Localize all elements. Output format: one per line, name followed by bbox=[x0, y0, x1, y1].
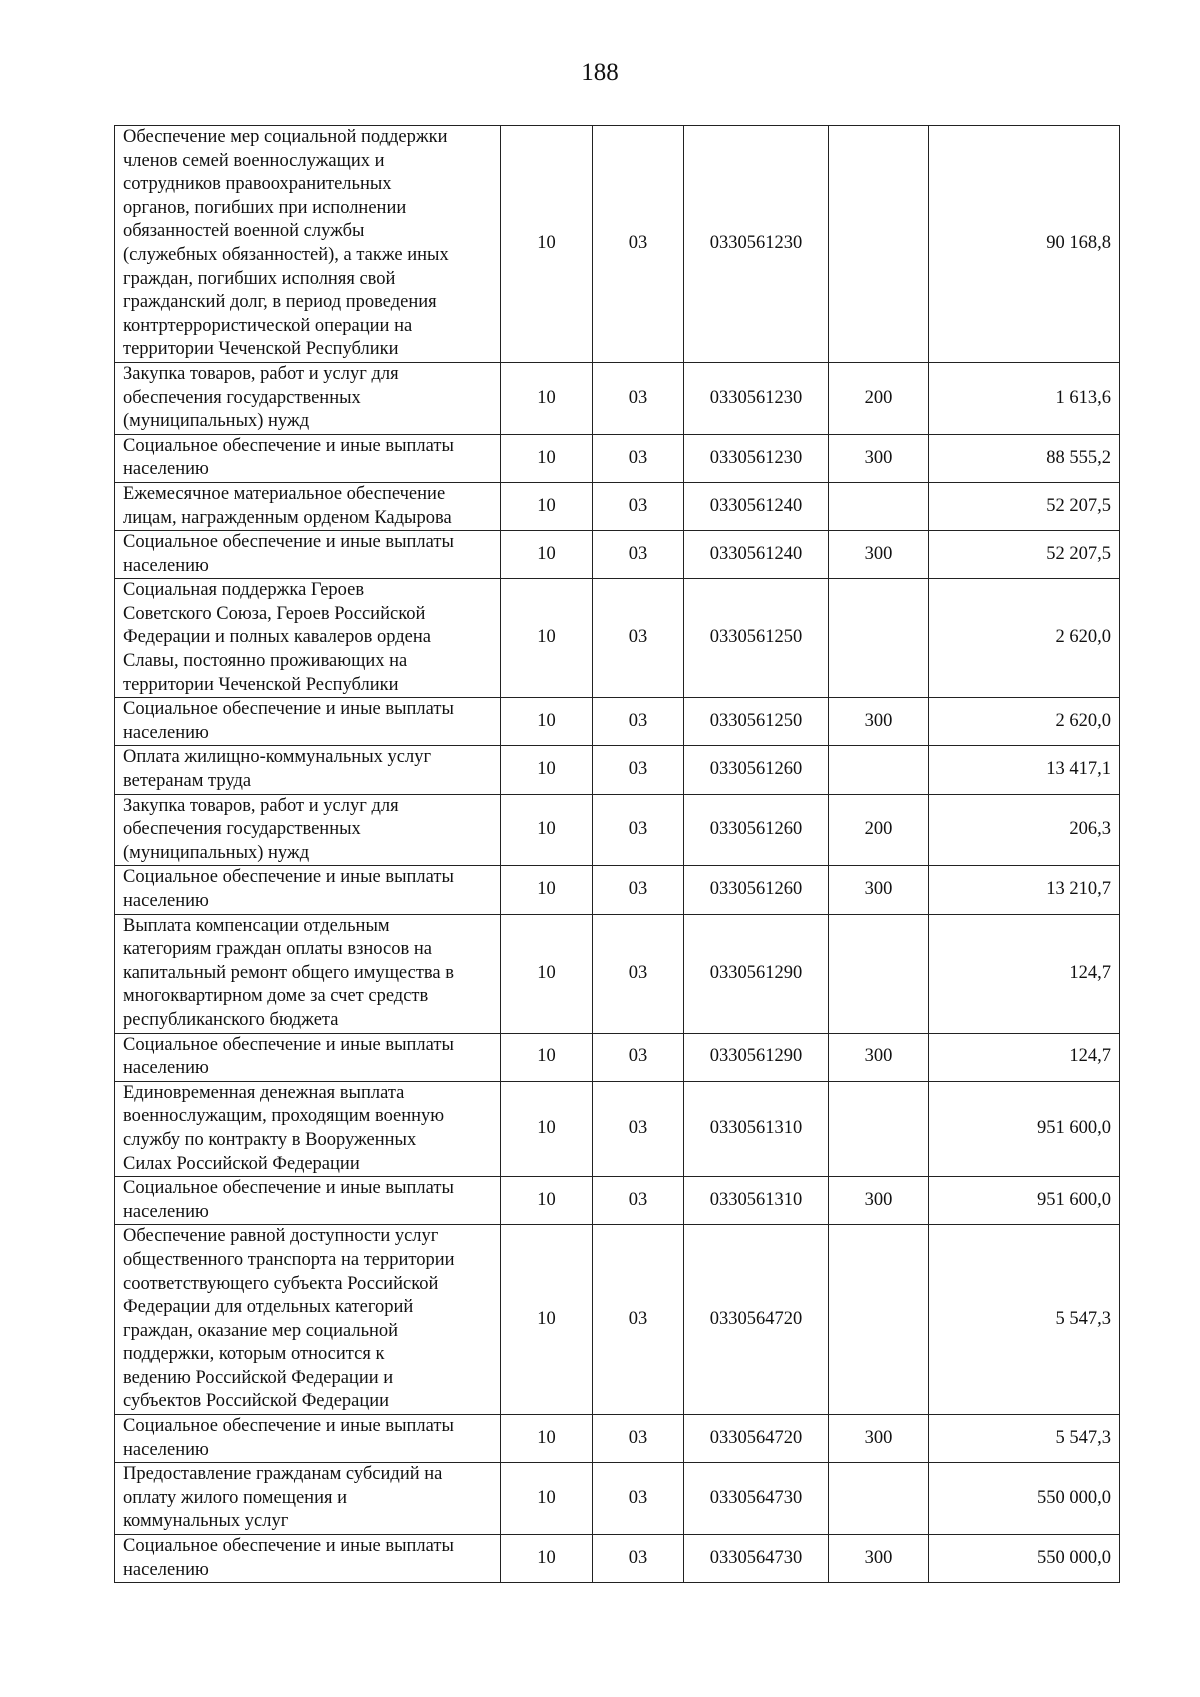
row-amount: 13 210,7 bbox=[929, 866, 1120, 914]
table-row bbox=[115, 1463, 1120, 1535]
row-name: Социальное обеспечение и иные выплаты населению bbox=[115, 698, 501, 746]
row-subsection: 03 bbox=[593, 698, 684, 746]
row-subsection: 03 bbox=[593, 866, 684, 914]
row-name: Социальное обеспечение и иные выплаты населению bbox=[115, 1177, 501, 1225]
row-target-code: 0330561240 bbox=[684, 482, 829, 530]
row-expense-type bbox=[829, 746, 929, 794]
row-section: 10 bbox=[501, 579, 593, 698]
table-row bbox=[115, 866, 1120, 914]
row-target-code: 0330561260 bbox=[684, 794, 829, 866]
row-subsection: 03 bbox=[593, 1081, 684, 1176]
row-subsection: 03 bbox=[593, 1415, 684, 1463]
row-subsection: 03 bbox=[593, 1177, 684, 1225]
row-section: 10 bbox=[501, 482, 593, 530]
row-subsection: 03 bbox=[593, 1033, 684, 1081]
row-target-code: 0330564730 bbox=[684, 1463, 829, 1535]
row-section: 10 bbox=[501, 126, 593, 363]
row-target-code: 0330561310 bbox=[684, 1177, 829, 1225]
row-expense-type: 300 bbox=[829, 531, 929, 579]
row-section: 10 bbox=[501, 1177, 593, 1225]
row-section: 10 bbox=[501, 434, 593, 482]
row-amount: 206,3 bbox=[929, 794, 1120, 866]
table-row bbox=[115, 1225, 1120, 1415]
row-target-code: 0330561250 bbox=[684, 698, 829, 746]
table-row bbox=[115, 1033, 1120, 1081]
row-expense-type: 200 bbox=[829, 794, 929, 866]
row-subsection: 03 bbox=[593, 531, 684, 579]
table-row bbox=[115, 1177, 1120, 1225]
row-expense-type: 300 bbox=[829, 1535, 929, 1583]
row-name: Закупка товаров, работ и услуг для обеспечения государственных (муниципальных) нужд bbox=[115, 362, 501, 434]
row-subsection: 03 bbox=[593, 1535, 684, 1583]
row-section: 10 bbox=[501, 698, 593, 746]
table-row bbox=[115, 794, 1120, 866]
row-amount: 90 168,8 bbox=[929, 126, 1120, 363]
row-subsection: 03 bbox=[593, 746, 684, 794]
table-row bbox=[115, 362, 1120, 434]
row-expense-type: 300 bbox=[829, 866, 929, 914]
row-name: Единовременная денежная выплата военнослужащим, проходящим военную службу по контракту в Вооруженных Силах Российской Федерации bbox=[115, 1081, 501, 1176]
row-expense-type bbox=[829, 1081, 929, 1176]
row-target-code: 0330561290 bbox=[684, 914, 829, 1033]
row-subsection: 03 bbox=[593, 1225, 684, 1415]
table-row bbox=[115, 434, 1120, 482]
row-name: Социальная поддержка Героев Советского Союза, Героев Российской Федерации и полных кавалеров ордена Славы, постоянно проживающих на территории Чеченской Республики bbox=[115, 579, 501, 698]
row-expense-type bbox=[829, 914, 929, 1033]
table-row bbox=[115, 1415, 1120, 1463]
row-target-code: 0330561230 bbox=[684, 126, 829, 363]
row-target-code: 0330564730 bbox=[684, 1535, 829, 1583]
row-subsection: 03 bbox=[593, 1463, 684, 1535]
row-amount: 88 555,2 bbox=[929, 434, 1120, 482]
row-amount: 550 000,0 bbox=[929, 1463, 1120, 1535]
row-section: 10 bbox=[501, 866, 593, 914]
row-expense-type bbox=[829, 1463, 929, 1535]
row-amount: 951 600,0 bbox=[929, 1177, 1120, 1225]
row-section: 10 bbox=[501, 1033, 593, 1081]
row-target-code: 0330561260 bbox=[684, 866, 829, 914]
row-amount: 124,7 bbox=[929, 1033, 1120, 1081]
row-name: Ежемесячное материальное обеспечение лицам, награжденным орденом Кадырова bbox=[115, 482, 501, 530]
row-name: Закупка товаров, работ и услуг для обеспечения государственных (муниципальных) нужд bbox=[115, 794, 501, 866]
row-amount: 550 000,0 bbox=[929, 1535, 1120, 1583]
row-amount: 1 613,6 bbox=[929, 362, 1120, 434]
row-amount: 5 547,3 bbox=[929, 1225, 1120, 1415]
row-target-code: 0330564720 bbox=[684, 1415, 829, 1463]
row-target-code: 0330561310 bbox=[684, 1081, 829, 1176]
row-name: Выплата компенсации отдельным категориям граждан оплаты взносов на капитальный ремонт общего имущества в многоквартирном доме за счет средств республиканского бюджета bbox=[115, 914, 501, 1033]
table-row bbox=[115, 579, 1120, 698]
row-expense-type bbox=[829, 126, 929, 363]
row-amount: 951 600,0 bbox=[929, 1081, 1120, 1176]
row-subsection: 03 bbox=[593, 126, 684, 363]
row-name: Обеспечение равной доступности услуг общественного транспорта на территории соответствующего субъекта Российской Федерации для отдельных категорий граждан, оказание мер социальной поддержки, которым относится к ведению Российской Федерации и субъектов Российской Федерации bbox=[115, 1225, 501, 1415]
row-expense-type bbox=[829, 579, 929, 698]
row-name: Социальное обеспечение и иные выплаты населению bbox=[115, 1415, 501, 1463]
row-amount: 13 417,1 bbox=[929, 746, 1120, 794]
row-amount: 2 620,0 bbox=[929, 579, 1120, 698]
row-expense-type: 300 bbox=[829, 434, 929, 482]
budget-table-body bbox=[115, 126, 1120, 1583]
table-row bbox=[115, 482, 1120, 530]
row-section: 10 bbox=[501, 1535, 593, 1583]
row-name: Обеспечение мер социальной поддержки членов семей военнослужащих и сотрудников правоохранительных органов, погибших при исполнении обязанностей военной службы (служебных обязанностей), а также иных граждан, погибших исполняя свой гражданский долг, в период проведения контртеррористической операции на территории Чеченской Республики bbox=[115, 126, 501, 363]
table-row bbox=[115, 1535, 1120, 1583]
row-name: Социальное обеспечение и иные выплаты населению bbox=[115, 531, 501, 579]
row-expense-type: 200 bbox=[829, 362, 929, 434]
row-target-code: 0330561240 bbox=[684, 531, 829, 579]
row-section: 10 bbox=[501, 794, 593, 866]
row-section: 10 bbox=[501, 1415, 593, 1463]
row-amount: 52 207,5 bbox=[929, 531, 1120, 579]
table-row bbox=[115, 126, 1120, 363]
row-expense-type: 300 bbox=[829, 698, 929, 746]
row-target-code: 0330561250 bbox=[684, 579, 829, 698]
table-row bbox=[115, 914, 1120, 1033]
row-subsection: 03 bbox=[593, 482, 684, 530]
row-name: Социальное обеспечение и иные выплаты населению bbox=[115, 1535, 501, 1583]
row-expense-type bbox=[829, 1225, 929, 1415]
row-target-code: 0330561230 bbox=[684, 362, 829, 434]
row-expense-type: 300 bbox=[829, 1415, 929, 1463]
row-expense-type: 300 bbox=[829, 1033, 929, 1081]
row-name: Предоставление гражданам субсидий на оплату жилого помещения и коммунальных услуг bbox=[115, 1463, 501, 1535]
row-section: 10 bbox=[501, 914, 593, 1033]
row-section: 10 bbox=[501, 1081, 593, 1176]
row-name: Социальное обеспечение и иные выплаты населению bbox=[115, 434, 501, 482]
table-row bbox=[115, 698, 1120, 746]
row-subsection: 03 bbox=[593, 362, 684, 434]
row-subsection: 03 bbox=[593, 579, 684, 698]
row-amount: 124,7 bbox=[929, 914, 1120, 1033]
row-expense-type: 300 bbox=[829, 1177, 929, 1225]
budget-table bbox=[114, 125, 1120, 1583]
row-subsection: 03 bbox=[593, 794, 684, 866]
row-target-code: 0330561290 bbox=[684, 1033, 829, 1081]
row-section: 10 bbox=[501, 531, 593, 579]
row-name: Оплата жилищно-коммунальных услуг ветеранам труда bbox=[115, 746, 501, 794]
row-section: 10 bbox=[501, 362, 593, 434]
table-row bbox=[115, 531, 1120, 579]
row-section: 10 bbox=[501, 746, 593, 794]
row-expense-type bbox=[829, 482, 929, 530]
row-amount: 5 547,3 bbox=[929, 1415, 1120, 1463]
row-section: 10 bbox=[501, 1463, 593, 1535]
page-number: 188 bbox=[581, 59, 619, 86]
row-subsection: 03 bbox=[593, 914, 684, 1033]
row-target-code: 0330564720 bbox=[684, 1225, 829, 1415]
row-target-code: 0330561230 bbox=[684, 434, 829, 482]
row-section: 10 bbox=[501, 1225, 593, 1415]
row-amount: 2 620,0 bbox=[929, 698, 1120, 746]
row-name: Социальное обеспечение и иные выплаты населению bbox=[115, 866, 501, 914]
row-amount: 52 207,5 bbox=[929, 482, 1120, 530]
row-subsection: 03 bbox=[593, 434, 684, 482]
table-row bbox=[115, 746, 1120, 794]
row-name: Социальное обеспечение и иные выплаты населению bbox=[115, 1033, 501, 1081]
row-target-code: 0330561260 bbox=[684, 746, 829, 794]
table-row bbox=[115, 1081, 1120, 1176]
